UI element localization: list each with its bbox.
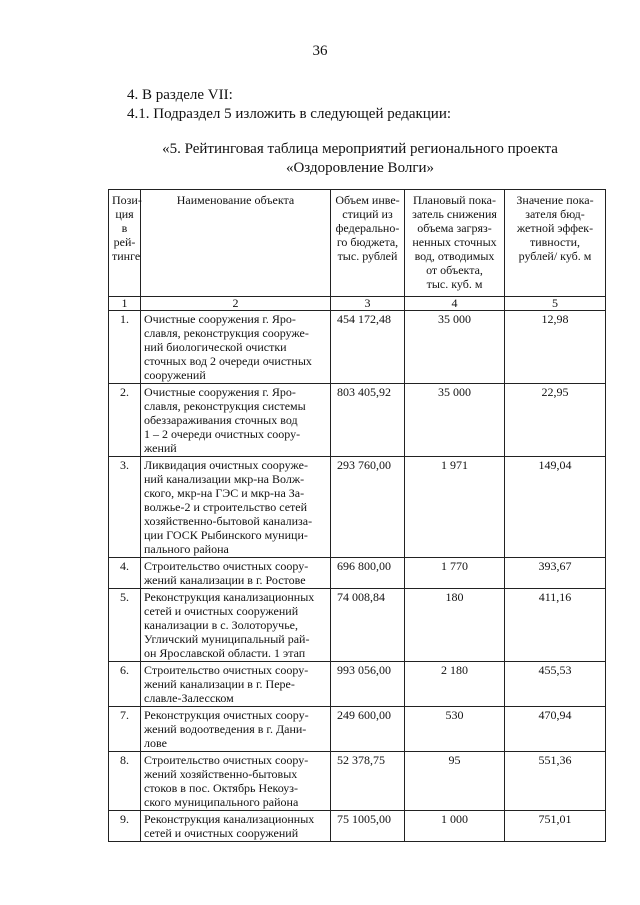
table-row: [109, 589, 606, 662]
row-investment: 696 800,00: [331, 558, 405, 589]
row-reduction: 95: [405, 752, 505, 811]
row-reduction: 35 000: [405, 311, 505, 384]
row-efficiency: 12,98: [505, 311, 606, 384]
row-object-name: Реконструкция канализационных сетей и очистных сооружений: [141, 811, 331, 842]
row-position: 1.: [109, 311, 141, 384]
row-reduction: 180: [405, 589, 505, 662]
page-number: 36: [312, 43, 328, 59]
row-object-name: Очистные сооружения г. Яро- славля, реконструкция системы обеззараживания сточных вод 1 – 2 очереди очистных соору- жений: [141, 384, 331, 457]
row-position: 6.: [109, 662, 141, 707]
row-object-name: Строительство очистных соору- жений хозяйственно-бытовых стоков в пос. Октябрь Некоуз- ского муниципального района: [141, 752, 331, 811]
column-number-row: [109, 297, 606, 311]
row-object-name: Реконструкция очистных соору- жений водоотведения в г. Дани- лове: [141, 707, 331, 752]
row-investment: 803 405,92: [331, 384, 405, 457]
table-row: [109, 457, 606, 558]
row-reduction: 1 971: [405, 457, 505, 558]
table-row: [109, 662, 606, 707]
row-investment: 52 378,75: [331, 752, 405, 811]
table-header-row: [109, 190, 606, 297]
table-row: [109, 752, 606, 811]
row-investment: 74 008,84: [331, 589, 405, 662]
table-row: [109, 384, 606, 457]
row-position: 4.: [109, 558, 141, 589]
row-position: 2.: [109, 384, 141, 457]
row-position: 8.: [109, 752, 141, 811]
column-number: 1: [109, 297, 141, 311]
row-object-name: Строительство очистных соору- жений канализации в г. Пере- славле-Залесском: [141, 662, 331, 707]
row-object-name: Очистные сооружения г. Яро- славля, реконструкция сооруже- ний биологической очистки сточных вод 2 очереди очистных сооружений: [141, 311, 331, 384]
row-efficiency: 470,94: [505, 707, 606, 752]
row-reduction: 2 180: [405, 662, 505, 707]
header-reduction: Плановый пока- затель снижения объема загряз- ненных сточных вод, отводимых от объекта, тыс. куб. м: [405, 190, 505, 297]
intro-line-2: 4.1. Подраздел 5 изложить в следующей редакции:: [127, 106, 452, 122]
row-reduction: 530: [405, 707, 505, 752]
row-position: 7.: [109, 707, 141, 752]
header-position: Пози- ция в рей- тинге: [109, 190, 141, 297]
row-investment: 993 056,00: [331, 662, 405, 707]
row-efficiency: 455,53: [505, 662, 606, 707]
row-efficiency: 393,67: [505, 558, 606, 589]
header-investment: Объем инве- стиций из федерально- го бюджета, тыс. рублей: [331, 190, 405, 297]
row-efficiency: 22,95: [505, 384, 606, 457]
row-investment: 249 600,00: [331, 707, 405, 752]
table-title-line-2: «Оздоровление Волги»: [285, 160, 435, 176]
row-reduction: 1 000: [405, 811, 505, 842]
row-position: 3.: [109, 457, 141, 558]
table-title-line-1: «5. Рейтинговая таблица мероприятий регионального проекта: [162, 141, 558, 157]
column-number: 5: [505, 297, 606, 311]
row-efficiency: 551,36: [505, 752, 606, 811]
table-row: [109, 311, 606, 384]
row-object-name: Реконструкция канализационных сетей и очистных сооружений канализации в с. Золоторучье, Угличский муниципальный рай- он Ярославской области. 1 этап: [141, 589, 331, 662]
column-number: 3: [331, 297, 405, 311]
table-row: [109, 811, 606, 842]
row-investment: 454 172,48: [331, 311, 405, 384]
column-number: 4: [405, 297, 505, 311]
header-efficiency: Значение пока- зателя бюд- жетной эффек- тивности, рублей/ куб. м: [505, 190, 606, 297]
row-investment: 75 1005,00: [331, 811, 405, 842]
intro-line-1: 4. В разделе VII:: [127, 87, 233, 103]
row-object-name: Строительство очистных соору- жений канализации в г. Ростове: [141, 558, 331, 589]
rating-table: [108, 189, 606, 842]
row-position: 9.: [109, 811, 141, 842]
row-reduction: 1 770: [405, 558, 505, 589]
header-object-name: Наименование объекта: [141, 190, 331, 297]
row-position: 5.: [109, 589, 141, 662]
row-efficiency: 149,04: [505, 457, 606, 558]
table-row: [109, 558, 606, 589]
row-object-name: Ликвидация очистных сооруже- ний канализации мкр-на Волж- ского, мкр-на ГЭС и мкр-на За- волжье-2 и строительство сетей хозяйственно-бытовой канализа- ции ГОСК Рыбинского муници- пального района: [141, 457, 331, 558]
row-efficiency: 411,16: [505, 589, 606, 662]
row-investment: 293 760,00: [331, 457, 405, 558]
table-row: [109, 707, 606, 752]
row-efficiency: 751,01: [505, 811, 606, 842]
row-reduction: 35 000: [405, 384, 505, 457]
column-number: 2: [141, 297, 331, 311]
